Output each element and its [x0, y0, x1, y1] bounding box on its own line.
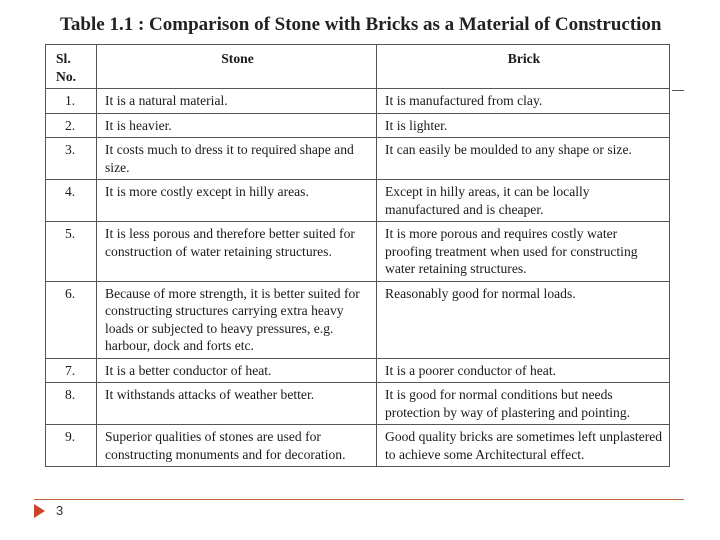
- brick-cell: Reasonably good for normal loads.: [377, 281, 670, 358]
- header-brick: Brick: [377, 45, 670, 89]
- comparison-table: [45, 44, 670, 467]
- brick-cell: It is lighter.: [377, 113, 670, 138]
- row-number: 2.: [46, 113, 97, 138]
- table-row: [46, 113, 670, 138]
- table-row: [46, 222, 670, 282]
- page-number: 3: [56, 503, 64, 518]
- header-sl-no: [46, 45, 97, 89]
- table-row: [46, 281, 670, 358]
- stone-cell: It is a natural material.: [97, 89, 377, 114]
- row-number: 4.: [46, 180, 97, 222]
- table-row: [46, 138, 670, 180]
- brick-cell: It can easily be moulded to any shape or size.: [377, 138, 670, 180]
- brick-cell: Except in hilly areas, it can be locally manufactured and is cheaper.: [377, 180, 670, 222]
- row-number: 3.: [46, 138, 97, 180]
- row-number: 7.: [46, 358, 97, 383]
- table-row: [46, 180, 670, 222]
- brick-cell: Good quality bricks are sometimes left unplastered to achieve some Architectural effect.: [377, 425, 670, 467]
- row-number: 6.: [46, 281, 97, 358]
- header-sl: Sl.: [56, 51, 71, 66]
- brick-cell: It is a poorer conductor of heat.: [377, 358, 670, 383]
- row-number: 5.: [46, 222, 97, 282]
- table-row: [46, 89, 670, 114]
- header-stone: Stone: [97, 45, 377, 89]
- footer-rule: [34, 499, 684, 500]
- slide-arrow-icon: [34, 504, 45, 518]
- brick-cell: It is manufactured from clay.: [377, 89, 670, 114]
- stone-cell: It withstands attacks of weather better.: [97, 383, 377, 425]
- table-header-row: [46, 45, 670, 89]
- table-title: Table 1.1 : Comparison of Stone with Bricks as a Material of Construction: [60, 14, 662, 35]
- table-row: [46, 383, 670, 425]
- table-row: [46, 358, 670, 383]
- header-no: No.: [56, 68, 77, 84]
- stone-cell: It is more costly except in hilly areas.: [97, 180, 377, 222]
- stone-cell: It is a better conductor of heat.: [97, 358, 377, 383]
- stone-cell: Superior qualities of stones are used for constructing monuments and for decoration.: [97, 425, 377, 467]
- table-row: [46, 425, 670, 467]
- margin-tick: [672, 90, 684, 91]
- stone-cell: It is less porous and therefore better suited for construction of water retaining structures.: [97, 222, 377, 282]
- stone-cell: It costs much to dress it to required shape and size.: [97, 138, 377, 180]
- row-number: 9.: [46, 425, 97, 467]
- row-number: 1.: [46, 89, 97, 114]
- row-number: 8.: [46, 383, 97, 425]
- stone-cell: Because of more strength, it is better suited for constructing structures carrying extra heavy loads or subjected to heavy pressures, e.g. harbour, dock and forts etc.: [97, 281, 377, 358]
- stone-cell: It is heavier.: [97, 113, 377, 138]
- brick-cell: It is good for normal conditions but needs protection by way of plastering and pointing.: [377, 383, 670, 425]
- brick-cell: It is more porous and requires costly water proofing treatment when used for constructing water retaining structures.: [377, 222, 670, 282]
